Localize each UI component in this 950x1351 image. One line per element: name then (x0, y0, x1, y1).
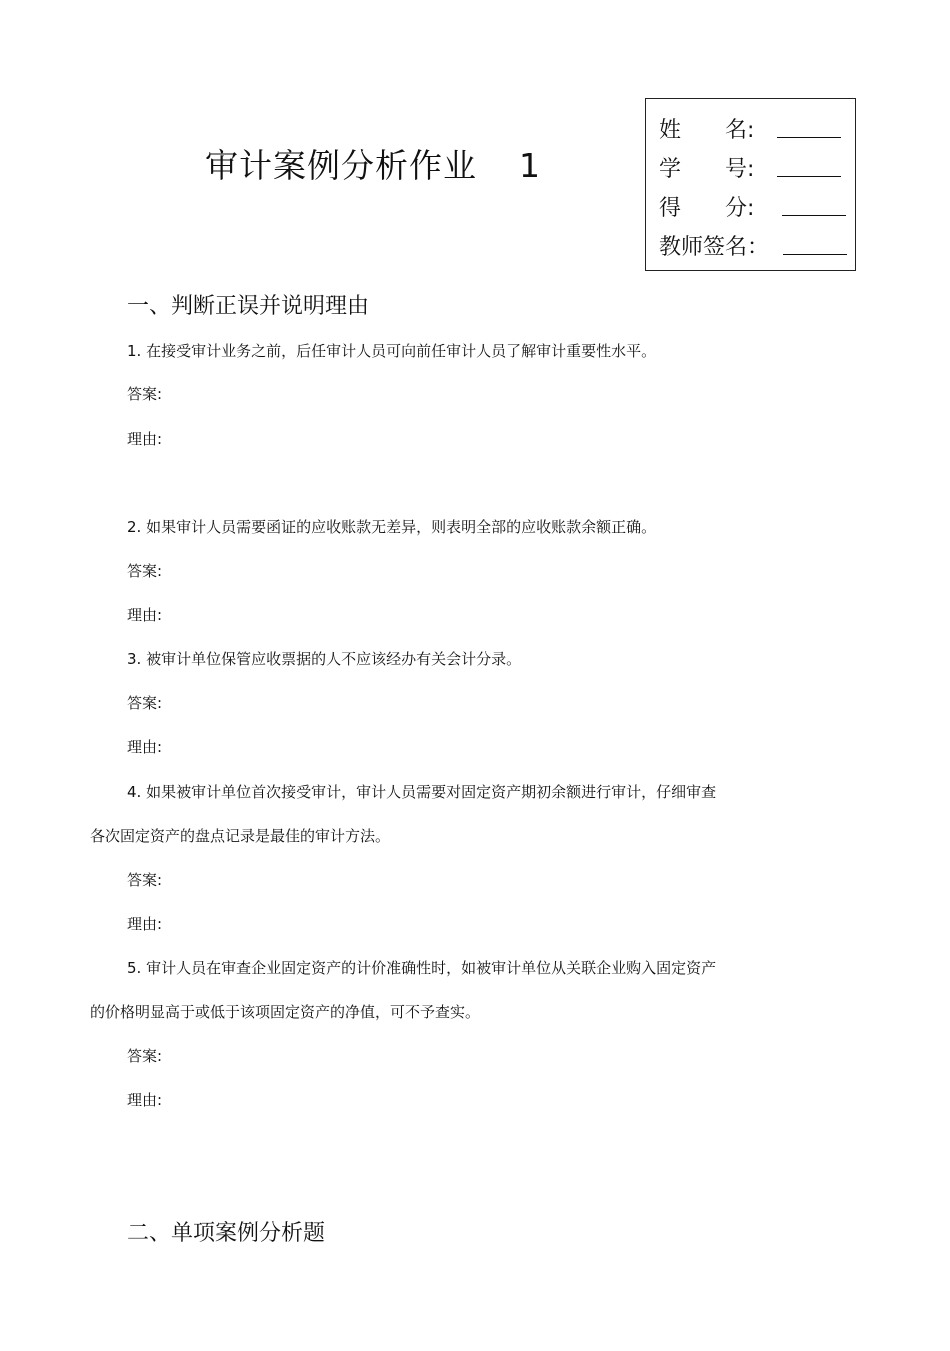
title-text: 审计案例分析作业 (205, 146, 477, 185)
title-number: 1 (519, 146, 541, 185)
question-4-line-2: 各次固定资产的盘点记录是最佳的审计方法。 (90, 827, 391, 845)
info-label-name: 姓 名: (659, 118, 755, 143)
document-title (205, 140, 541, 187)
reason-label-3: 理由: (127, 738, 163, 756)
info-row-student-id (659, 152, 754, 183)
reason-label-2: 理由: (127, 606, 163, 624)
info-label-student-id: 学 号: (659, 157, 755, 182)
answer-label-3: 答案: (127, 694, 163, 712)
reason-label-1: 理由: (127, 430, 163, 448)
teacher-signature-blank[interactable] (783, 230, 847, 255)
reason-label-5: 理由: (127, 1091, 163, 1109)
info-row-teacher-signature (659, 230, 769, 261)
student-info-box (645, 98, 856, 271)
answer-label-2: 答案: (127, 562, 163, 580)
question-4-line-1: 4. 如果被审计单位首次接受审计，审计人员需要对固定资产期初余额进行审计，仔细审查 (127, 783, 717, 801)
question-2: 2. 如果审计人员需要函证的应收账款无差异，则表明全部的应收账款余额正确。 (127, 518, 657, 536)
question-5-line-2: 的价格明显高于或低于该项固定资产的净值，可不予查实。 (90, 1003, 481, 1021)
section-1-heading: 一、判断正误并说明理由 (127, 294, 370, 319)
question-3: 3. 被审计单位保管应收票据的人不应该经办有关会计分录。 (127, 650, 522, 668)
info-row-name (659, 113, 754, 144)
answer-label-1: 答案: (127, 385, 163, 403)
info-row-score (659, 191, 754, 222)
question-5-line-1: 5. 审计人员在审查企业固定资产的计价准确性时，如被审计单位从关联企业购入固定资产 (127, 959, 717, 977)
answer-label-4: 答案: (127, 871, 163, 889)
info-label-score: 得 分: (659, 196, 755, 221)
name-blank[interactable] (777, 113, 841, 138)
answer-label-5: 答案: (127, 1047, 163, 1065)
student-id-blank[interactable] (777, 152, 841, 177)
score-blank[interactable] (782, 191, 846, 216)
reason-label-4: 理由: (127, 915, 163, 933)
section-2-heading: 二、单项案例分析题 (127, 1221, 326, 1246)
info-label-teacher-signature: 教师签名： (659, 235, 770, 260)
question-1: 1. 在接受审计业务之前，后任审计人员可向前任审计人员了解审计重要性水平。 (127, 342, 657, 360)
